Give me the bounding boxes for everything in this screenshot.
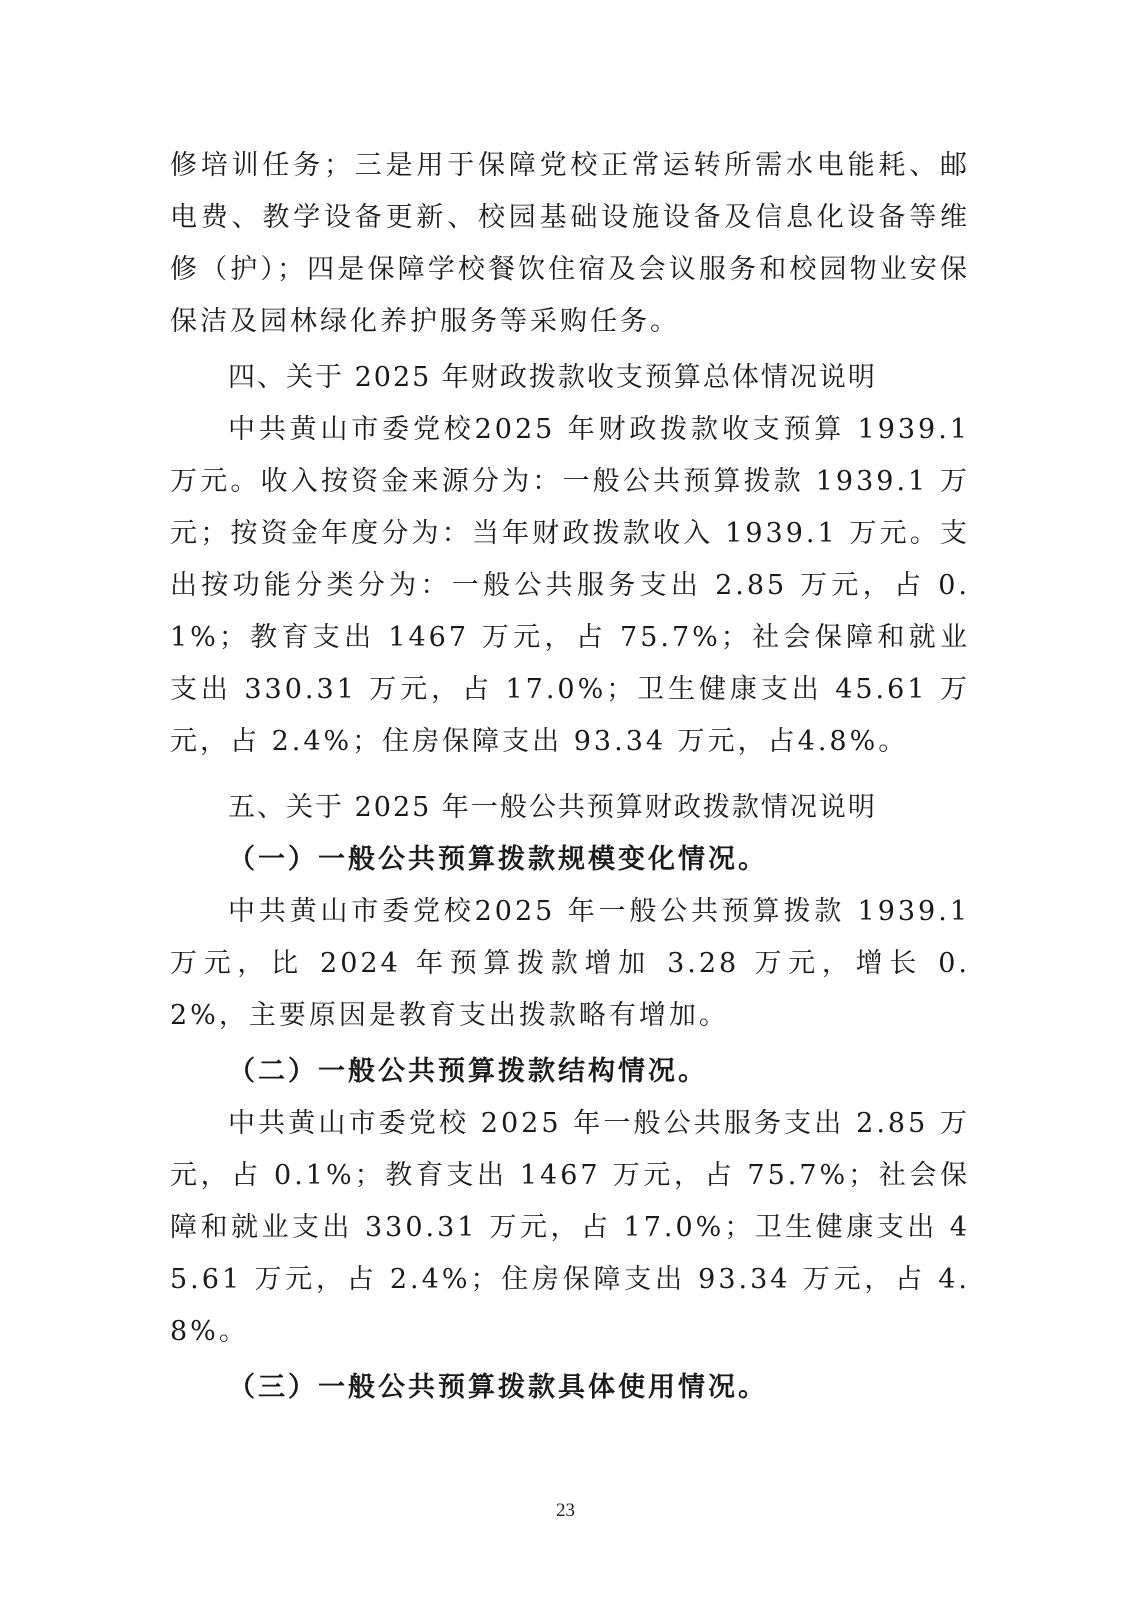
section-heading-5: 五、关于 2025 年一般公共预算财政拨款情况说明 <box>228 792 877 823</box>
paragraph-scale-change: 中共黄山市委党校2025 年一般公共预算拨款 1939.1 万元，比 2024 年预算拨款增加 3.28 万元，增长 0.2%，主要原因是教育支出拨款略有增加。 <box>170 896 970 1031</box>
subsection-heading-scale-change: （一）一般公共预算拨款规模变化情况。 <box>228 844 768 875</box>
spacer <box>170 768 970 782</box>
paragraph-overall-budget: 中共黄山市委党校2025 年财政拨款收支预算 1939.1 万元。收入按资金来源分为：一般公共预算拨款 1939.1 万 元；按资金年度分为：当年财政拨款收入 1939.1 万元。支出按功能分类分为：一般公共服务支出 2.85 万元，占 0.1%；教育支出 1467 万元，占 75.7%；社会保障和就业支出 330.31 万元，占 17.0%；卫生健康支出 45.61 万元，占 2.4%；住房保障支出 93.34 万元，占4.8%。 <box>170 414 970 757</box>
page-number: 23 <box>556 1500 575 1521</box>
subsection-heading-structure: （二）一般公共预算拨款结构情况。 <box>228 1056 708 1087</box>
section-heading-4: 四、关于 2025 年财政拨款收支预算总体情况说明 <box>228 362 877 393</box>
paragraph-procurement-tasks: 修培训任务；三是用于保障党校正常运转所需水电能耗、邮电费、教学设备更新、校园基础设施设备及信息化设备等维修（护）；四是保障学校餐饮住宿及会议服务和校园物业安保保洁及园林绿化养护服务等采购任务。 <box>170 150 970 337</box>
subsection-heading-usage: （三）一般公共预算拨款具体使用情况。 <box>228 1372 768 1403</box>
page-content <box>170 140 970 1414</box>
paragraph-structure: 中共黄山市委党校 2025 年一般公共服务支出 2.85 万元，占 0.1%；教育支出 1467 万元，占 75.7%；社会保障和就业支出 330.31 万元，占 17.0%；卫生健康支出 45.61 万元，占 2.4%；住房保障支出 93.34 万元，占 4.8%。 <box>170 1108 970 1347</box>
